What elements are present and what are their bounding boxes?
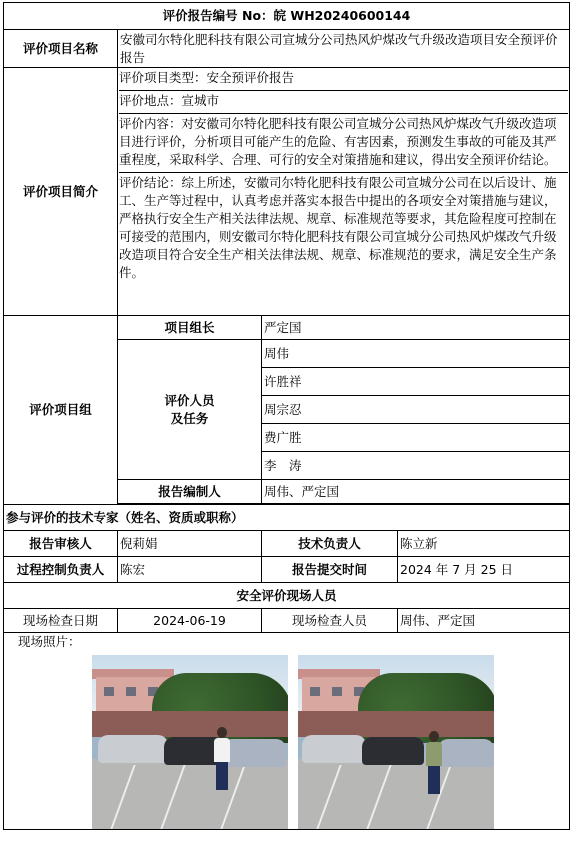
project-content: 评价内容：对安徽司尔特化肥科技有限公司宣城分公司热风炉煤改气升级改造项目进行评价，分析项目可能产生的危险、有害因素，预测发生事故的可能及其严重程度，采取科学、合理、可行的安全对策措施和建议，得出安全预评价结论。 <box>119 114 568 173</box>
site-date-label: 现场检查日期 <box>4 609 118 633</box>
members-label-line1: 评价人员 <box>164 392 215 408</box>
team-label: 评价项目组 <box>4 316 118 505</box>
site-date: 2024-06-19 <box>118 609 262 633</box>
members-label-line2: 及任务 <box>170 410 209 426</box>
writer-label: 报告编制人 <box>118 480 262 504</box>
report-sheet <box>3 2 569 843</box>
tech-lead-name: 陈立新 <box>398 531 570 557</box>
process-control-label: 过程控制负责人 <box>4 557 118 583</box>
project-name-value: 安徽司尔特化肥科技有限公司宣城分公司热风炉煤改气升级改造项目安全预评价报告 <box>118 30 570 68</box>
project-intro-label: 评价项目简介 <box>4 68 118 316</box>
members-label <box>118 340 262 480</box>
process-control-name: 陈宏 <box>118 557 262 583</box>
member-name: 周宗忍 <box>262 396 570 424</box>
site-photos-cell <box>4 633 570 830</box>
person-figure-1 <box>214 727 230 790</box>
submit-time: 2024 年 7 月 25 日 <box>398 557 570 583</box>
member-name: 周伟 <box>262 340 570 368</box>
project-location: 评价地点：宣城市 <box>119 91 568 114</box>
report-table <box>3 2 570 830</box>
report-number: 评价报告编号 No：皖 WH20240600144 <box>4 3 570 30</box>
tech-lead-label: 技术负责人 <box>262 531 398 557</box>
leader-label: 项目组长 <box>118 316 262 340</box>
project-type: 评价项目类型：安全预评价报告 <box>119 68 568 91</box>
project-name-label: 评价项目名称 <box>4 30 118 68</box>
person-figure-2 <box>426 731 442 794</box>
project-intro-body <box>118 68 570 316</box>
site-photo-1 <box>92 655 288 829</box>
member-name: 费广胜 <box>262 424 570 452</box>
site-people: 周伟、严定国 <box>398 609 570 633</box>
experts-label: 参与评价的技术专家（姓名、资质或职称） <box>4 505 570 531</box>
reviewer-label: 报告审核人 <box>4 531 118 557</box>
site-photos <box>18 651 569 829</box>
site-people-label: 现场检查人员 <box>262 609 398 633</box>
reviewer-name: 倪莉娟 <box>118 531 262 557</box>
site-photos-label: 现场照片： <box>18 634 81 649</box>
leader-name: 严定国 <box>262 316 570 340</box>
member-name: 许胜祥 <box>262 368 570 396</box>
writer-names: 周伟、严定国 <box>262 480 570 504</box>
project-conclusion: 评价结论：综上所述，安徽司尔特化肥科技有限公司宣城分公司在以后设计、施工、生产等过程中，认真考虑并落实本报告中提出的各项安全对策措施与建议，严格执行安全生产相关法律法规、规章、标准规范等要求，其危险程度可控制在可接受的范围内，则安徽司尔特化肥科技有限公司宣城分公司热风炉煤改气升级改造项目符合安全生产相关法律法规、规章、标准规范的要求，满足安全生产条件。 <box>119 175 557 280</box>
site-section-title: 安全评价现场人员 <box>4 583 570 609</box>
site-photo-2 <box>298 655 494 829</box>
submit-time-label: 报告提交时间 <box>262 557 398 583</box>
member-name: 李 涛 <box>262 452 570 480</box>
